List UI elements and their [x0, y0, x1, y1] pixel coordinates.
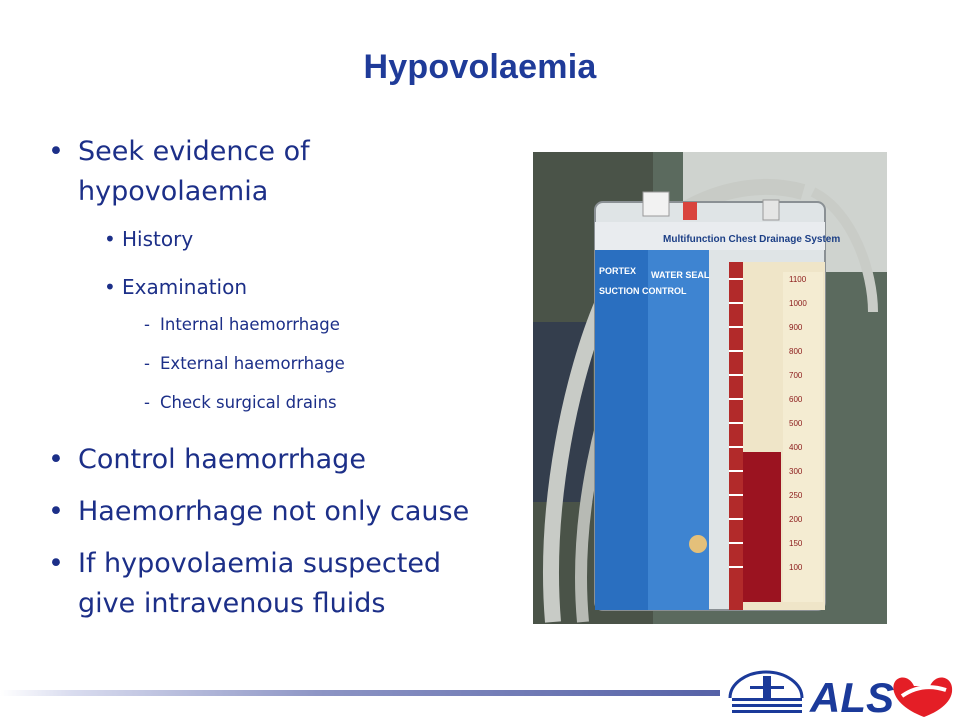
scale-tick — [729, 470, 743, 472]
slide-title: Hypovolaemia — [363, 48, 597, 86]
scale-tick-label: 500 — [789, 419, 803, 428]
scale-tick-label: 400 — [789, 443, 803, 452]
scale-tick-label: 1100 — [789, 275, 807, 284]
heart-icon — [893, 677, 952, 717]
als-logo — [726, 668, 954, 718]
sub-bullet-examination: • Examination — [48, 274, 528, 300]
scale-tick — [729, 518, 743, 520]
chest-drain-photo — [533, 152, 887, 624]
scale-tick — [729, 446, 743, 448]
device-brand-text: PORTEX — [599, 266, 637, 276]
scale-tick — [729, 566, 743, 568]
water-label-text: WATER SEAL — [651, 270, 710, 280]
scale-tick — [729, 278, 743, 280]
svg-text:ALS: ALS — [810, 674, 894, 718]
bullet-control-haemorrhage: • Control haemorrhage — [48, 440, 528, 480]
device-header-text: Multifunction Chest Drainage System — [663, 234, 841, 245]
suction-label-text: SUCTION CONTROL — [599, 286, 687, 296]
scale-tick-label: 800 — [789, 347, 803, 356]
scale-tick — [729, 374, 743, 376]
scale-tick — [729, 302, 743, 304]
bullet-give-fluids: • If hypovolaemia suspected give intravenous fluids — [48, 544, 498, 624]
bullet-list — [48, 132, 528, 624]
scale-tick-label: 700 — [789, 371, 803, 380]
scale-tick-label: 250 — [789, 491, 803, 500]
scale-tick-label: 300 — [789, 467, 803, 476]
scale-tick — [729, 350, 743, 352]
scale-tick — [729, 326, 743, 328]
sub-sub-bullet-drains: - Check surgical drains — [48, 392, 528, 414]
sub-sub-bullet-external: - External haemorrhage — [48, 353, 528, 375]
footer-divider — [0, 690, 720, 696]
scale-tick — [729, 398, 743, 400]
bullet-not-only-cause: • Haemorrhage not only cause — [48, 492, 528, 532]
scale-tick-label: 900 — [789, 323, 803, 332]
scale-tick-label: 1000 — [789, 299, 807, 308]
scale-tick-label: 600 — [789, 395, 803, 404]
scale-tick-label: 100 — [789, 563, 803, 572]
scale-tick-label: 150 — [789, 539, 803, 548]
scale-tick — [729, 422, 743, 424]
scale-tick — [729, 542, 743, 544]
resuscitation-council-emblem-icon — [730, 672, 802, 713]
scale-tick — [729, 494, 743, 496]
bullet-seek-evidence: • Seek evidence of hypovolaemia — [48, 132, 378, 212]
scale-tick-label: 200 — [789, 515, 803, 524]
sub-bullet-history: • History — [48, 226, 528, 252]
sub-sub-bullet-internal: - Internal haemorrhage — [48, 314, 528, 336]
